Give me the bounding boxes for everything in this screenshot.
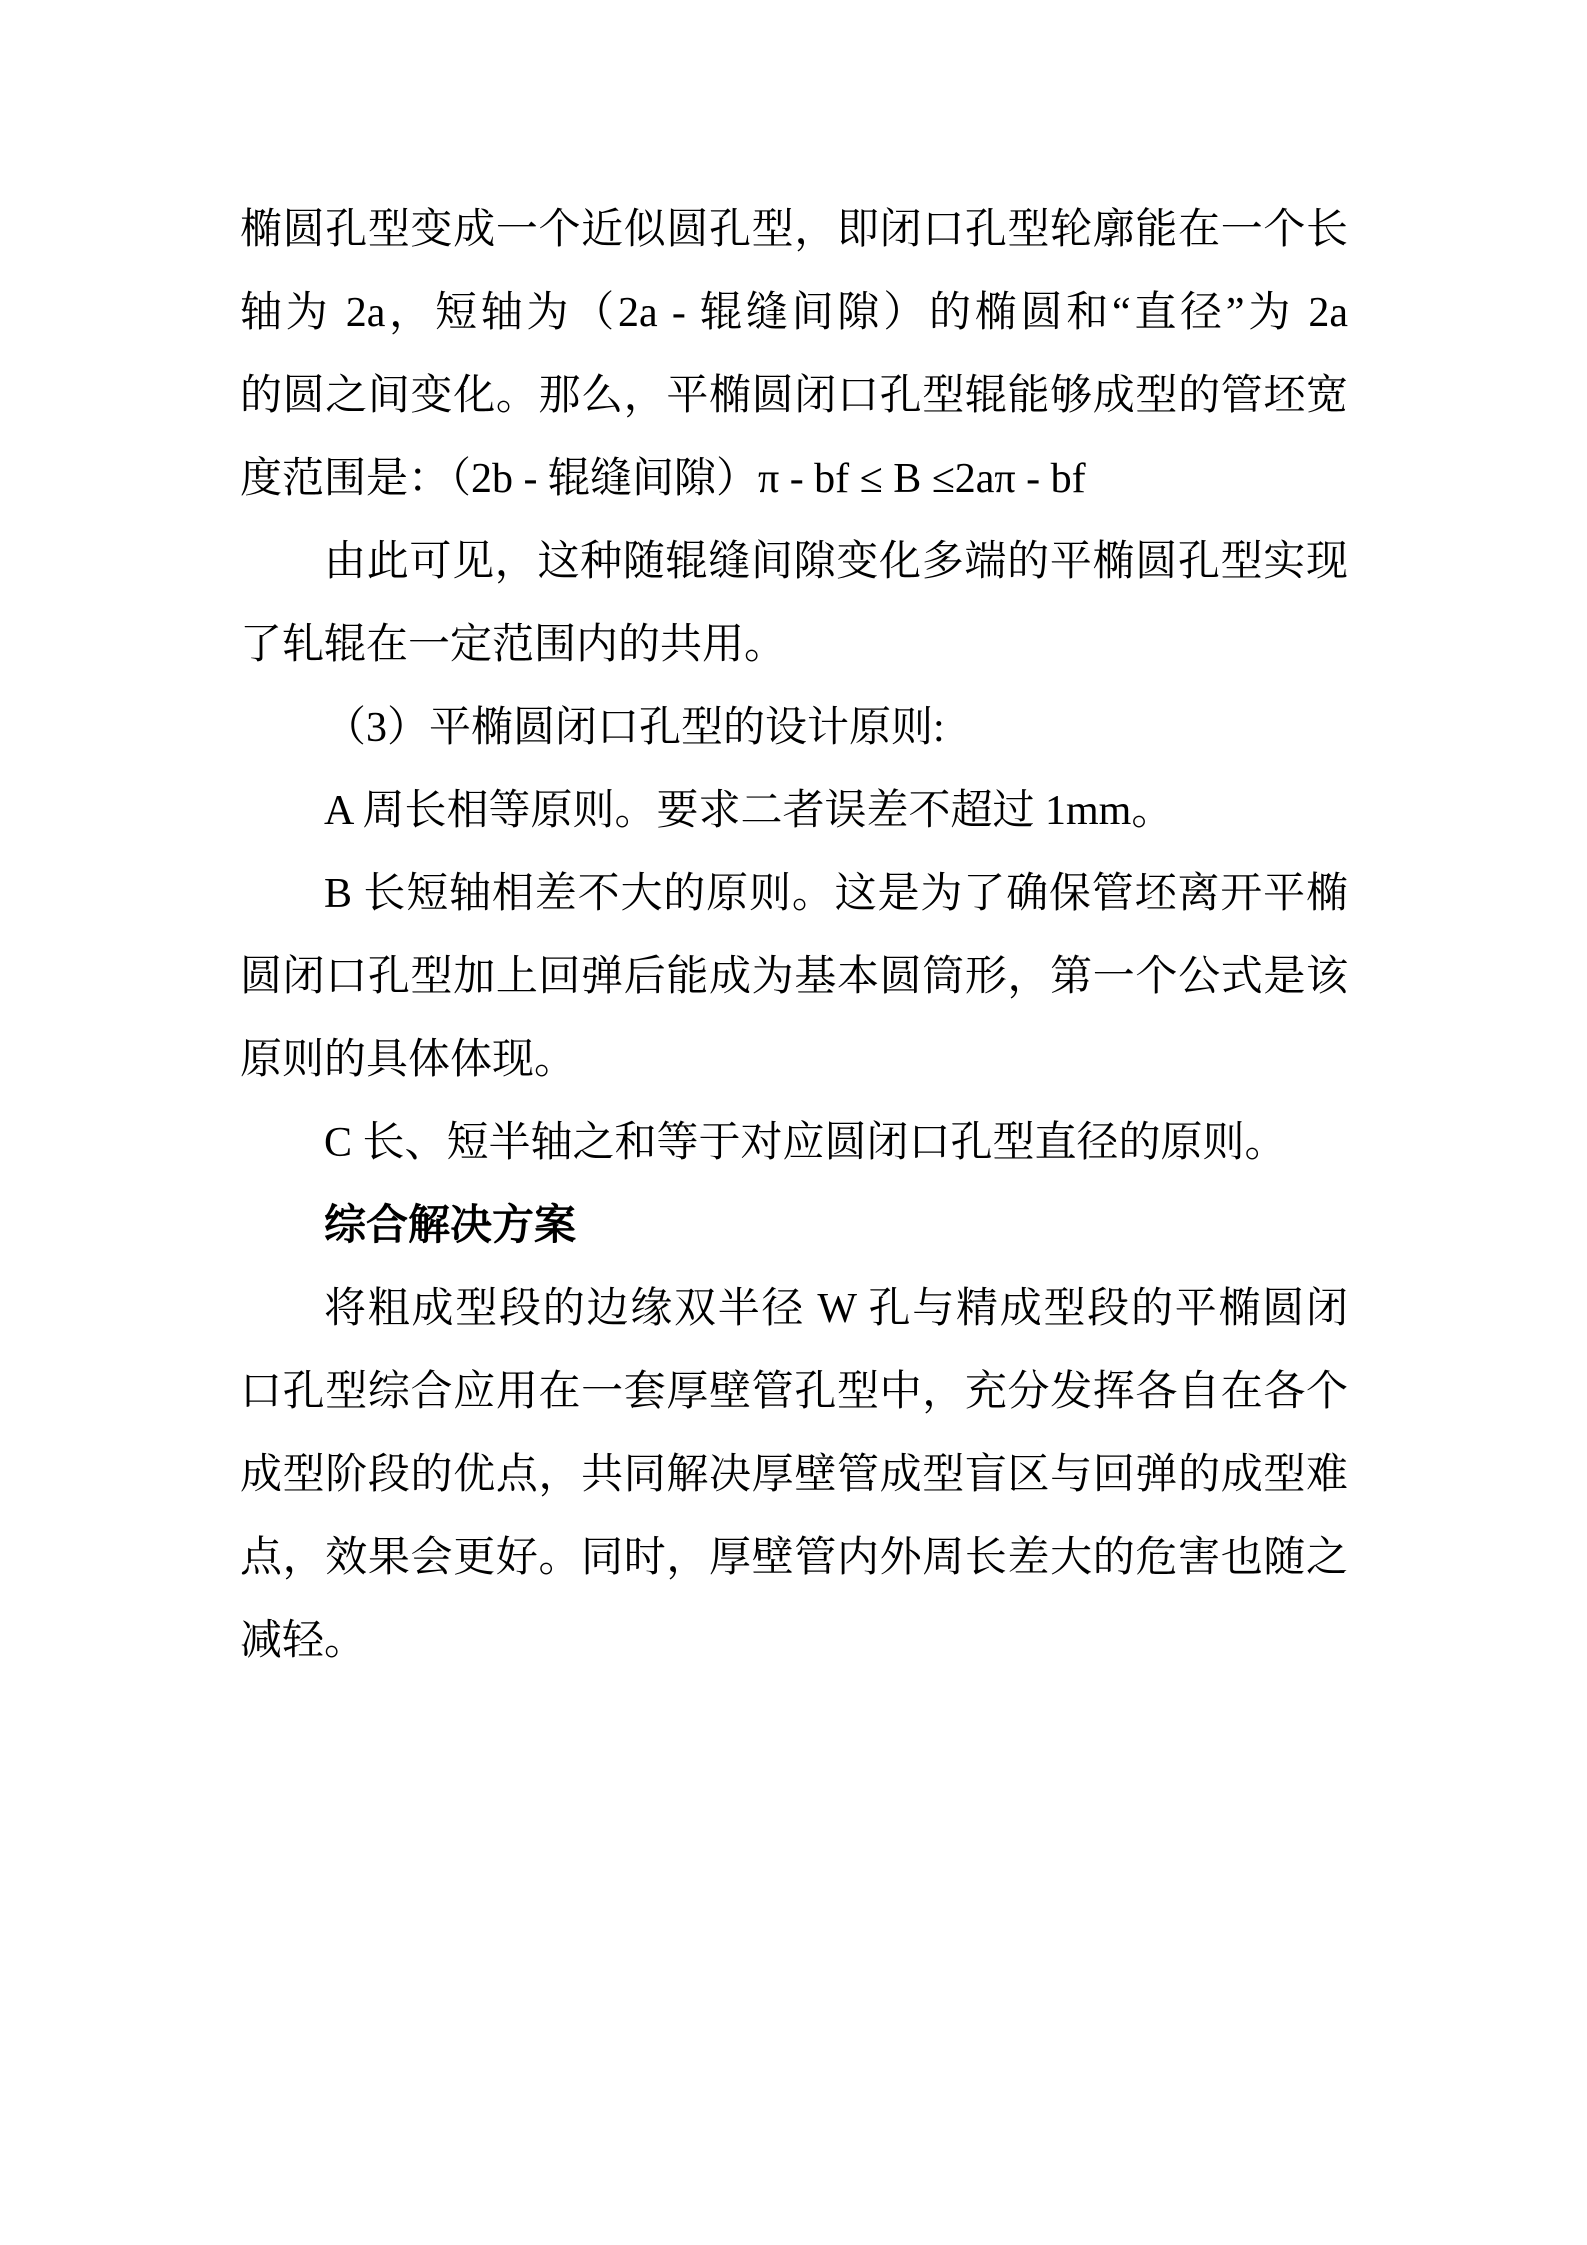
- paragraph: [240, 189, 1348, 521]
- text-line: 将粗成型段的边缘双半径 W 孔与精成型段的平椭圆闭: [324, 1286, 1348, 1332]
- document-body: [240, 189, 1348, 1683]
- text-line: 成型阶段的优点，共同解决厚壁管成型盲区与回弹的成型难: [240, 1452, 1348, 1498]
- paragraph: [240, 1102, 1348, 1185]
- text-line: 的圆之间变化。那么，平椭圆闭口孔型辊能够成型的管坯宽: [240, 373, 1348, 419]
- text-line: 综合解决方案: [324, 1203, 577, 1249]
- text-line: 由此可见，这种随辊缝间隙变化多端的平椭圆孔型实现: [324, 539, 1348, 585]
- text-line: 减轻。: [240, 1618, 367, 1664]
- paragraph: [240, 853, 1348, 1102]
- text-line: 点，效果会更好。同时，厚壁管内外周长差大的危害也随之: [240, 1535, 1348, 1581]
- paragraph: [240, 521, 1348, 687]
- text-line: 口孔型综合应用在一套厚壁管孔型中，充分发挥各自在各个: [240, 1369, 1348, 1415]
- text-line: 原则的具体体现。: [240, 1037, 577, 1083]
- text-line: A 周长相等原则。要求二者误差不超过 1mm。: [324, 788, 1174, 834]
- text-line: C 长、短半轴之和等于对应圆闭口孔型直径的原则。: [324, 1120, 1287, 1166]
- paragraph: [240, 770, 1348, 853]
- paragraph: [240, 687, 1348, 770]
- section-heading: [240, 1185, 1348, 1268]
- text-line: 度范围是：（2b - 辊缝间隙）π - bf ≤ B ≤2aπ - bf: [240, 456, 1086, 502]
- text-line: 轴为 2a，短轴为（2a - 辊缝间隙）的椭圆和“直径”为 2a: [240, 290, 1348, 336]
- text-line: （3）平椭圆闭口孔型的设计原则:: [324, 705, 945, 751]
- text-line: 圆闭口孔型加上回弹后能成为基本圆筒形，第一个公式是该: [240, 954, 1348, 1000]
- text-line: B 长短轴相差不大的原则。这是为了确保管坯离开平椭: [324, 871, 1348, 917]
- text-line: 椭圆孔型变成一个近似圆孔型，即闭口孔型轮廓能在一个长: [240, 207, 1348, 253]
- paragraph: [240, 1268, 1348, 1683]
- text-line: 了轧辊在一定范围内的共用。: [240, 622, 787, 668]
